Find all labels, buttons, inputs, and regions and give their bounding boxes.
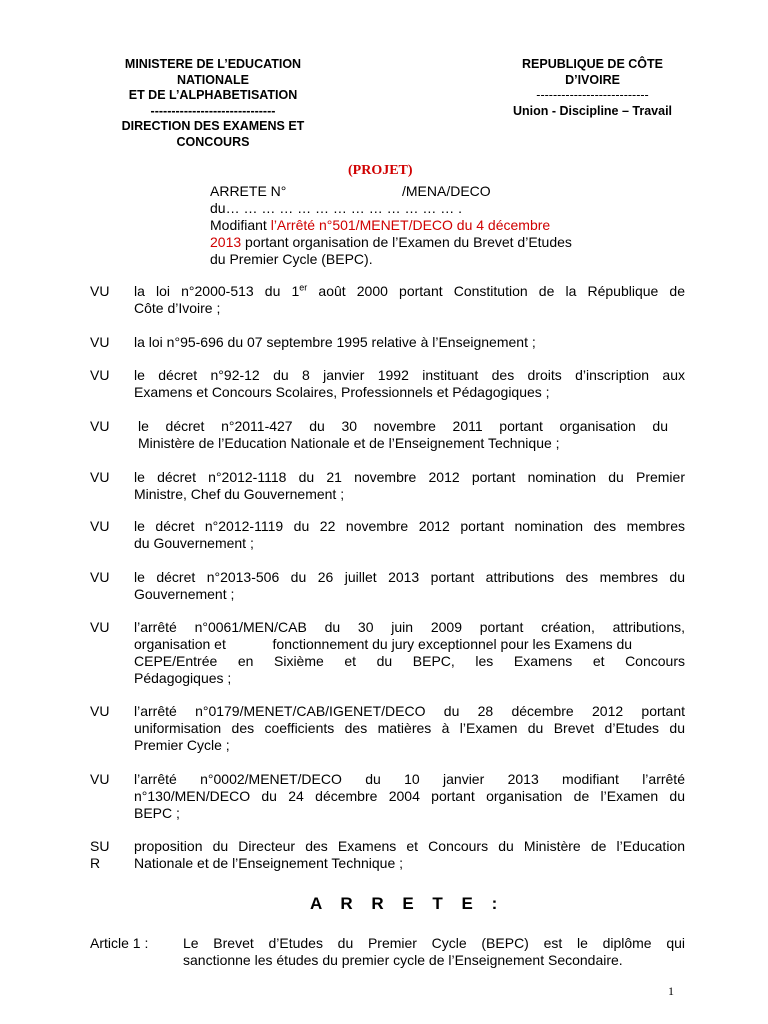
vu-1-text-b: août 2000 portant Constitution de la République de (307, 283, 686, 299)
vu-7-line-2: Gouvernement ; (134, 586, 235, 602)
vu-2-line-1: la loi n°95-696 du 07 septembre 1995 relative à l’Enseignement ; (134, 334, 536, 350)
vu-5-line-1: le décret n°2012-1118 du 21 novembre 2012 portant nomination du Premier (134, 469, 685, 485)
vu-label: VU (90, 469, 110, 485)
vu-8-line-4: Pédagogiques ; (134, 670, 232, 686)
modifiant-line-2 (210, 234, 610, 251)
vu-1-line-1 (134, 283, 685, 300)
vu-6-line-1: le décret n°2012-1119 du 22 novembre 2012 portant nomination des membres (134, 518, 685, 534)
ministry-line-2: NATIONALE (177, 72, 249, 87)
modifiant-rest: portant organisation de l’Examen du Brevet d’Etudes (241, 234, 572, 250)
vu-1-line-2: Côte d’Ivoire ; (134, 300, 221, 316)
vu-label: VU (90, 619, 110, 635)
sur-line-1: proposition du Directeur des Examens et Concours du Ministère de l’Education (134, 838, 685, 854)
article-1-line-1: Le Brevet d’Etudes du Premier Cycle (BEPC) est le diplôme qui (183, 935, 685, 951)
ministry-divider: ------------------------------ (150, 103, 276, 118)
modifiant-prefix: Modifiant (210, 217, 271, 233)
republic-header (490, 57, 695, 119)
sur-label (90, 838, 132, 872)
vu-label: VU (90, 367, 110, 383)
article-1-label: Article 1 : (90, 935, 149, 951)
ministry-header (100, 57, 326, 150)
vu-7-line-1: le décret n°2013-506 du 26 juillet 2013 portant attributions des membres du (134, 569, 685, 585)
sur-label-line-1: SU (90, 838, 110, 854)
article-1-line-2: sanctionne les études du premier cycle de l’Enseignement Secondaire. (183, 952, 623, 968)
vu-1-superscript: er (299, 282, 308, 293)
projet-label: (PROJET) (348, 163, 413, 178)
vu-8-line-3: CEPE/Entrée en Sixième et du BEPC, les Examens et Concours (134, 653, 685, 669)
vu-label: VU (90, 283, 110, 299)
republic-line-1: REPUBLIQUE DE CÔTE (522, 57, 663, 71)
vu-10-line-3: BEPC ; (134, 805, 180, 821)
vu-label: VU (90, 518, 110, 534)
modified-arrete-year: 2013 (210, 234, 242, 250)
vu-10-line-2: n°130/MEN/DECO du 24 décembre 2004 portant organisation de l’Examen du (134, 788, 685, 804)
arrete-reference-block (210, 183, 610, 268)
vu-1-text-a: la loi n°2000-513 du 1 (134, 283, 300, 299)
vu-label: VU (90, 569, 110, 585)
modifiant-line-3: du Premier Cycle (BEPC). (210, 251, 373, 267)
vu-4-line-1: le décret n°2011-427 du 30 novembre 2011 portant organisation du (138, 418, 668, 434)
vu-9-line-1: l’arrêté n°0179/MENET/CAB/IGENET/DECO du 28 décembre 2012 portant (134, 703, 685, 719)
vu-8-line-2: organisation et fonctionnement du jury exceptionnel pour les Examens du (134, 636, 633, 652)
direction-line-2: CONCOURS (176, 134, 250, 149)
modifiant-line-1 (210, 217, 610, 234)
page-number: 1 (668, 984, 674, 998)
vu-label: VU (90, 418, 110, 434)
vu-5-line-2: Ministre, Chef du Gouvernement ; (134, 486, 345, 502)
vu-10-line-1: l’arrêté n°0002/MENET/DECO du 10 janvier 2013 modifiant l’arrêté (134, 771, 685, 787)
vu-9-line-3: Premier Cycle ; (134, 737, 230, 753)
arrete-number-suffix: /MENA/DECO (402, 183, 491, 199)
vu-9-line-2: uniformisation des coefficients des matières à l’Examen du Brevet d’Etudes du (134, 720, 685, 736)
direction-line-1: DIRECTION DES EXAMENS ET (121, 119, 305, 133)
ministry-line-3: ET DE L’ALPHABETISATION (128, 88, 298, 102)
sur-line-2: Nationale et de l’Enseignement Technique ; (134, 855, 404, 871)
arrete-number-label: ARRETE N° (210, 183, 287, 199)
vu-8-line-1: l’arrêté n°0061/MEN/CAB du 30 juin 2009 portant création, attributions, (134, 619, 685, 635)
vu-4-line-2: Ministère de l’Education Nationale et de l’Enseignement Technique ; (138, 435, 560, 451)
sur-label-line-2: R (90, 855, 101, 871)
ministry-line-1: MINISTERE DE L’EDUCATION (124, 57, 302, 71)
vu-6-line-2: du Gouvernement ; (134, 535, 254, 551)
vu-3-line-2: Examens et Concours Scolaires, Professionnels et Pédagogiques ; (134, 384, 550, 400)
arrete-date-line: du… … … … … … … … … … … … … . (210, 200, 463, 216)
republic-line-2: D’IVOIRE (565, 72, 620, 87)
vu-label: VU (90, 334, 110, 350)
republic-divider: --------------------------- (536, 88, 649, 102)
vu-label: VU (90, 703, 110, 719)
modified-arrete-ref: l’Arrêté n°501/MENET/DECO du 4 décembre (270, 217, 551, 233)
vu-3-line-1: le décret n°92-12 du 8 janvier 1992 instituant des droits d’inscription aux (134, 367, 685, 383)
vu-label: VU (90, 771, 110, 787)
republic-motto: Union - Discipline – Travail (512, 103, 673, 118)
arrete-title: A R R E T E : (310, 894, 505, 913)
